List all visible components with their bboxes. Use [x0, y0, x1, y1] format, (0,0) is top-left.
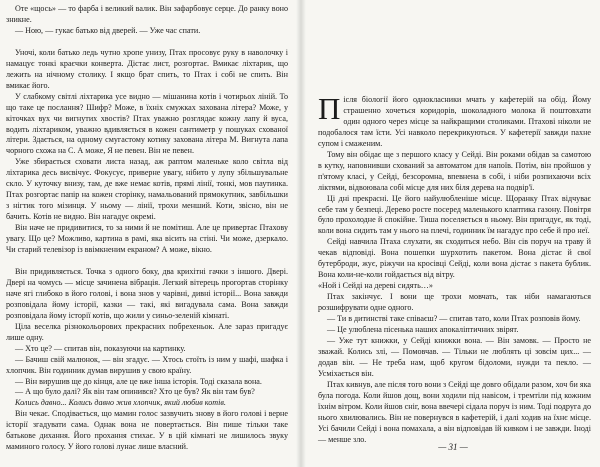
- right-text-column: [318, 91, 591, 446]
- drop-cap: П: [318, 91, 341, 126]
- book-gutter: [296, 0, 306, 467]
- paragraph: Він чекає. Сподівається, що мамин голос зазвучить знову в його голові і верне історії згадувати сама. Однак вона не повертається. Він пише тільки таке батькове дихання. Його прохання стихає. У в цій кімнаті не лишилось звуку маминого голосу. У його голові лунає лише власний.: [6, 409, 288, 452]
- paragraph: — Ти в дитинстві таке співаєш? — спитав тато, коли Птах розповів йому.: [327, 314, 581, 324]
- opening-text: ісля біології його однокласники мчать у кафетерій на обід. Йому страшенно хочеться коридорів, шоколадного молока й поштовхати один одного через місце за найкращими столиками. Птахові ніколи не подобалося там їсти. Усі навколо перекрикуються. У кафетерії завжди пахне супом і смаженим.: [318, 95, 591, 148]
- paragraph: Сейді навчила Птаха слухати, як сходиться небо. Він сів поруч на траву й чекав відповіді. Вона пошепки шурхотить пакетом. Вона дістає й свої бутерброди, жує, ріжучи на кросівці Сейді, коли вона дістає з пакета бублик. Вона коли-не-коли гойдається від вітру.: [318, 237, 591, 280]
- paragraph: Ці дні прекрасні. Це його найулюбленіше місце. Щоранку Птах відчуває себе там у безпеці. Дерево росте посеред маленького клаптика газону. Повітря було прохолодне й спокійне. Тиша поселяється в ньому. Він пригадує, як тоді, коли вона сидить там у нього на плечі, годинник їм нагадує про себе й про неї.: [318, 193, 591, 236]
- paragraph: Ціла веселка різнокольорових прекрасних побрехеньок. Але зараз пригадує лише одну.: [6, 321, 288, 342]
- paragraph: — Він вирушив ще до кінця, але це вже інша історія. Тоді сказала вона.: [15, 376, 262, 386]
- paragraph: — Ною, — гукає батько від дверей. — Уже час спати.: [15, 25, 201, 35]
- left-text-column: [6, 4, 288, 453]
- paragraph: Він придивляється. Точка з одного боку, два крихітні гачки з іншого. Двері. Двері на чомусь — місце зачинена вібрація. Легкий вітерець прогортав сторінку наче ягі глибоко в його голові, і вона знов у чарівні, дивні історії... Вона завжди розповідала йому історії, казки — такі, які вигадувала сама. Вона завжди розповідала йому історії котів, що жили у синьо-зеленій кімнаті.: [6, 266, 288, 320]
- chapter-opening-paragraph: [318, 91, 591, 150]
- paragraph: Уже збирається сховати листа назад, аж раптом маленьке коло світла від ліхтарика десь висвічує. Фокусує, приверне увагу, нібито у лупу збільшувальне скло. У куточку внизу, там, де вже немає котів, прямі лінії, тонкі, мов паутинка. Птах розгортає папір на кожен сторінку, намальований прямокутник, завбільшки з нігтик того мізинця. У ньому — лінії, трохи менший. Коти, звісно, він не бачить. Котів не видно. Він нагадує окремі.: [6, 157, 288, 222]
- paragraph: — А що було далі? Як він там опинився? Хто це був? Як він там був?: [15, 387, 255, 397]
- section-break: [6, 37, 288, 48]
- paragraph: Птах закінчує. І вони ще трохи мовчать, так ніби намагаються розшифрувати одне одного.: [318, 292, 591, 313]
- page-number: — 31 —: [438, 442, 468, 452]
- paragraph: — Бачиш свій малюнок, — він згадує. — Хтось стоїть із ним у шафі, шафка і хлопчик. Він годинник думав вирушив у свою країну.: [6, 354, 288, 375]
- paragraph: — Хто це? — спитав він, показуючи на картинку.: [15, 343, 186, 353]
- left-page: [0, 0, 296, 467]
- quoted-song: «Ной і Сейді на дереві сидять…»: [318, 281, 433, 291]
- paragraph: — Уже тут книжки, у Сейді книжки вона. — Він замовк. — Просто не зважай. Колись злі, — Помовчав. — Тільки не люблять ці зовсім цих... — додав він. — Не треба нам, щоб кругом бідоломи, нужди та пекло. — Усміхається він.: [318, 335, 591, 378]
- paragraph: У слабкому світлі ліхтарика усе видно — мішанина котів і чотирьох ліній. То що таке це послання? Шифр? Може, в їхніх смужках захована літера? Може, у кіточках вух чи вигнутих хвостів? Птах уважно розглядає кожну лапу й вуса, водить ліхтариком, уважно вдивляється в кожен сантиметр у пошуках схованої літери. Здається, на одному смугастому котику захована літера М. Вигнута лапа чорного схожа на С. А може, Я не певен. Він не певен.: [6, 91, 288, 156]
- paragraph: Уночі, коли батько ледь чутно хропе унизу, Птах просовує руку в наволочку і намацує тонкі краєчки конверта. Дістає лист, розгортає. Вмикає ліхтарик, що лежить на нічному столику. І якщо брат спить, то Птах і собі не спить. Він вмикає його.: [6, 47, 288, 90]
- italic-paragraph: Колись давно... Колись давно жив хлопчик, який любив котів.: [15, 398, 226, 408]
- right-page: [306, 0, 600, 467]
- paragraph: Він наче не придивитися, то за ними й не помітиш. Але це привертає Птахову увагу. Що це? Можливо, картина в рамі, яка вісить на стіні. Чи може, дзеркало. Чи старий телевізор із ввімкненим екраном? А може, вікно.: [6, 223, 288, 255]
- paragraph: Оте «щось» — то фарба і великий валик. Він зафарбовує серце. До ранку воно зникне.: [6, 4, 288, 24]
- section-break: [6, 256, 288, 267]
- paragraph: — Це улюблена пісенька наших апокаліптичних звірят.: [327, 325, 519, 335]
- paragraph: Тому він обідає ще з першого класу у Сейді. Він роками обідав за самотою в кутку, наповнивши схований за автоматом для напоїв. Потім, він пройшов у п'ятому класі, у Сейді, безсоромна, впевнена в собі, і ніби розпихаючи всіх ліктями, відвоювала собі місце для них біля дерева на подвір'ї.: [318, 149, 591, 192]
- paragraph: Птах кивнув, але після того вони з Сейді ще довго обідали разом, хоч би яка була погода. Коли йшов дощ, вони ходили під навісом, і тремтіли під кожним їхнім вітром. Коли йшов сніг, вона ввечері сідала поруч із ним. Тоді подруга до нього хвилювались. Він не повернувся в кафетерій, і далі ходив на їхнє місце. Усі бачили Сейді і вона помахала, а він відповідав їй кивком і не завжди. Іноді — менше зло.: [318, 379, 591, 444]
